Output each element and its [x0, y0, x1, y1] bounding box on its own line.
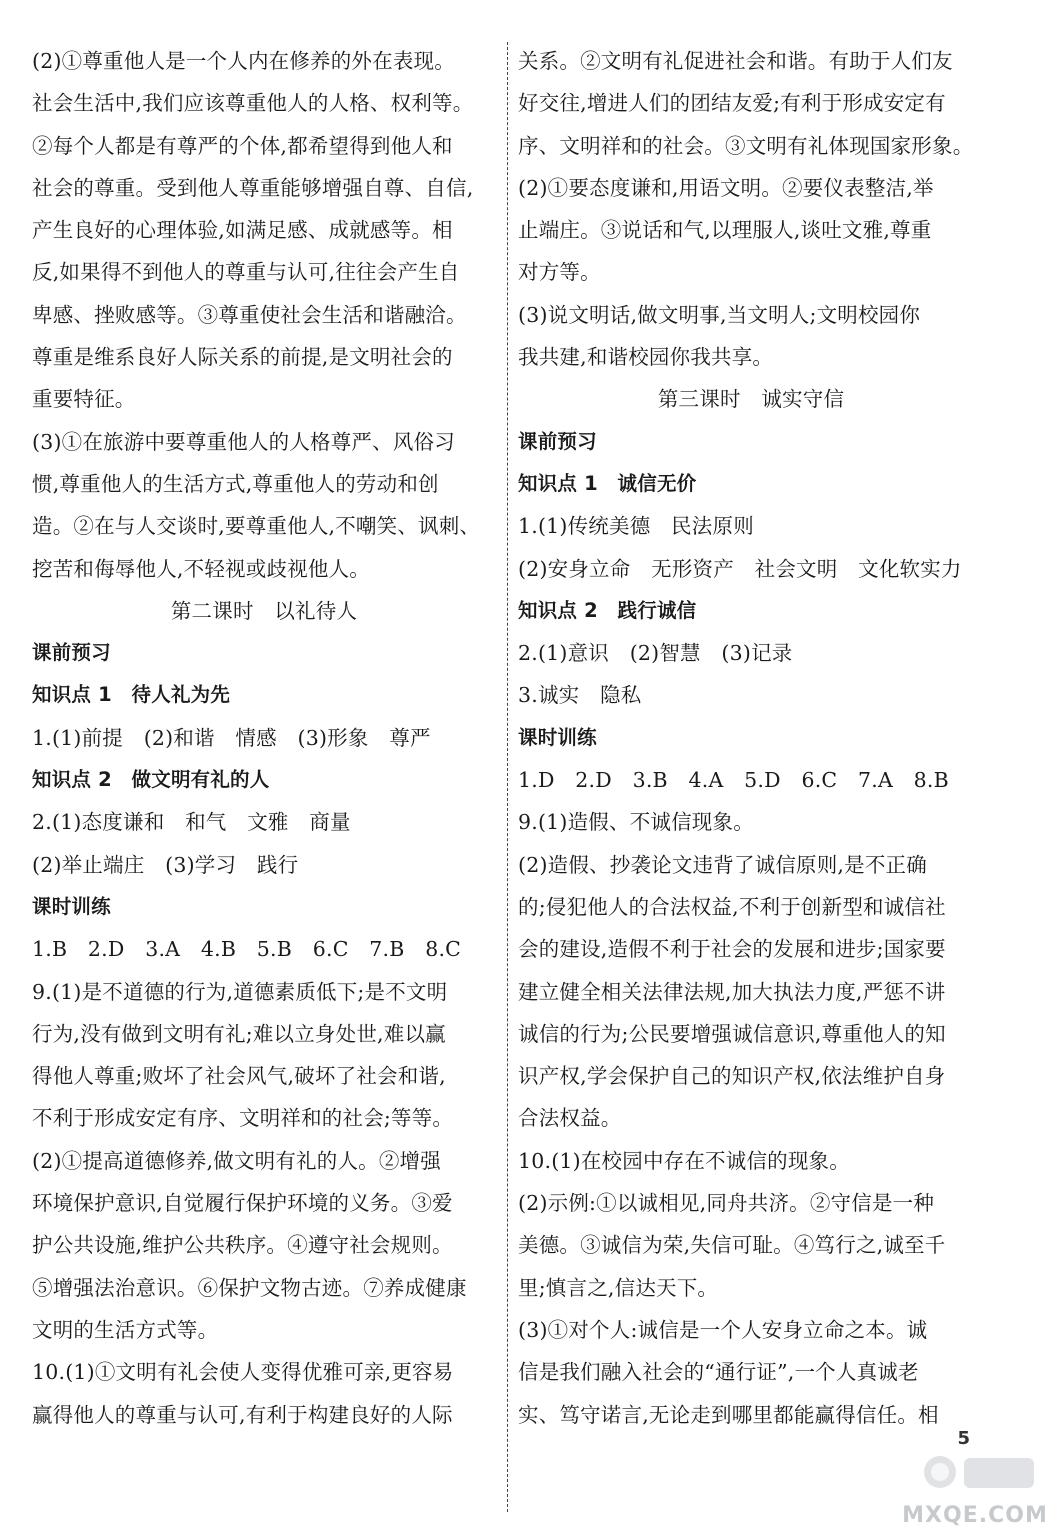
watermark-text: MXQE.COM: [902, 1503, 1048, 1528]
text-line: 美德。③诚信为荣,失信可耻。④笃行之,诚至千: [518, 1233, 946, 1258]
text-line: 识产权,学会保护自己的知识产权,依法维护自身: [518, 1064, 946, 1089]
text-line: 行为,没有做到文明有礼;难以立身处世,难以赢: [32, 1021, 446, 1046]
text-line: (3)说文明话,做文明事,当文明人;文明校园你: [518, 302, 921, 327]
text-line: 的;侵犯他人的合法权益,不利于创新型和诚信社: [518, 894, 946, 919]
text-line: 社会的尊重。受到他人尊重能够增强自尊、自信,: [32, 175, 474, 200]
text-line: ⑤增强法治意识。⑥保护文物古迹。⑦养成健康: [32, 1275, 467, 1300]
text-line: 合法权益。: [518, 1106, 622, 1131]
lesson-title: 第二课时 以礼待人: [170, 598, 358, 623]
text-line: 止端庄。③说话和气,以理服人,谈吐文雅,尊重: [518, 218, 932, 243]
text-line: 2.(1)意识 (2)智慧 (3)记录: [518, 641, 793, 666]
text-line: 诚信的行为;公民要增强诚信意识,尊重他人的知: [518, 1021, 946, 1046]
text-line: (2)安身立命 无形资产 社会文明 文化软实力: [518, 556, 962, 581]
text-line: (2)造假、抄袭论文违背了诚信原则,是不正确: [518, 852, 927, 877]
text-line: 3.诚实 隐私: [518, 683, 642, 708]
text-line: 好交往,增进人们的团结友爱;有利于形成安定有: [518, 91, 946, 116]
text-line: 2.(1)态度谦和 和气 文雅 商量: [32, 810, 351, 835]
text-line: 9.(1)造假、不诚信现象。: [518, 810, 754, 835]
section-heading: 课时训练: [32, 894, 111, 918]
text-line: (2)示例:①以诚相见,同舟共济。②守信是一种: [518, 1191, 935, 1216]
text-line: 1.B 2.D 3.A 4.B 5.B 6.C 7.B 8.C: [32, 937, 462, 962]
text-line: 关系。②文明有礼促进社会和谐。有助于人们友: [518, 49, 953, 73]
watermark-logo-icon: [900, 1444, 1050, 1504]
text-line: 惯,尊重他人的生活方式,尊重他人的劳动和创: [32, 471, 439, 496]
text-line: 造。②在与人交谈时,要尊重他人,不嘲笑、讽刺、: [32, 514, 481, 539]
section-heading: 课时训练: [518, 725, 597, 749]
section-heading: 知识点 2 践行诚信: [518, 598, 697, 622]
section-heading: 知识点 2 做文明有礼的人: [32, 768, 270, 792]
text-line: 我共建,和谐校园你我共享。: [518, 345, 774, 370]
text-line: ②每个人都是有尊严的个体,都希望得到他人和: [32, 133, 453, 158]
text-line: (2)①尊重他人是一个人内在修养的外在表现。: [32, 49, 455, 73]
text-line: 反,如果得不到他人的尊重与认可,往往会产生自: [32, 260, 460, 285]
text-line: 社会生活中,我们应该尊重他人的人格、权利等。: [32, 91, 474, 116]
text-line: 不利于形成安定有序、文明祥和的社会;等等。: [32, 1106, 454, 1131]
text-line: 得他人尊重;败坏了社会风气,破坏了社会和谐,: [32, 1064, 446, 1089]
text-line: 信是我们融入社会的“通行证”,一个人真诚老: [518, 1360, 919, 1385]
text-line: (3)①对个人:诚信是一个人安身立命之本。诚: [518, 1317, 928, 1342]
watermark: [900, 1444, 1050, 1530]
section-heading: 课前预习: [518, 429, 597, 453]
text-line: 产生良好的心理体验,如满足感、成就感等。相: [32, 218, 453, 243]
text-line: (2)①提高道德修养,做文明有礼的人。②增强: [32, 1148, 441, 1173]
text-line: (2)举止端庄 (3)学习 践行: [32, 852, 299, 877]
text-line: 卑感、挫败感等。③尊重使社会生活和谐融洽。: [32, 302, 467, 327]
section-heading: 知识点 1 待人礼为先: [32, 683, 231, 707]
section-heading: 知识点 1 诚信无价: [518, 471, 697, 495]
text-line: 挖苦和侮辱他人,不轻视或歧视他人。: [32, 556, 370, 581]
text-line: 10.(1)①文明有礼会使人变得优雅可亲,更容易: [32, 1360, 454, 1385]
text-line: 1.(1)前提 (2)和谐 情感 (3)形象 尊严: [32, 725, 431, 750]
lesson-title: 第三课时 诚实守信: [657, 387, 845, 412]
section-heading: 课前预习: [32, 641, 111, 665]
right-column: [518, 40, 984, 1436]
text-line: 建立健全相关法律法规,加大执法力度,严惩不讲: [518, 979, 946, 1004]
text-line: 重要特征。: [32, 387, 136, 412]
column-divider: [507, 42, 508, 1512]
text-line: 环境保护意识,自觉履行保护环境的义务。③爱: [32, 1191, 453, 1216]
text-line: 护公共设施,维护公共秩序。④遵守社会规则。: [32, 1233, 453, 1258]
text-line: 9.(1)是不道德的行为,道德素质低下;是不文明: [32, 979, 448, 1004]
text-line: 1.D 2.D 3.B 4.A 5.D 6.C 7.A 8.B: [518, 768, 949, 793]
text-line: 文明的生活方式等。: [32, 1317, 219, 1342]
text-line: 10.(1)在校园中存在不诚信的现象。: [518, 1148, 850, 1173]
text-line: 尊重是维系良好人际关系的前提,是文明社会的: [32, 345, 453, 370]
text-line: (3)①在旅游中要尊重他人的人格尊严、风俗习: [32, 429, 455, 454]
text-line: 1.(1)传统美德 民法原则: [518, 514, 754, 539]
text-line: 会的建设,造假不利于社会的发展和进步;国家要: [518, 937, 946, 962]
text-line: 里;慎言之,信达天下。: [518, 1275, 719, 1300]
text-line: 赢得他人的尊重与认可,有利于构建良好的人际: [32, 1402, 453, 1427]
text-line: 序、文明祥和的社会。③文明有礼体现国家形象。: [518, 133, 974, 158]
text-line: 实、笃守诺言,无论走到哪里都能赢得信任。相: [518, 1402, 939, 1427]
text-line: 对方等。: [518, 260, 601, 285]
text-line: (2)①要态度谦和,用语文明。②要仪表整洁,举: [518, 175, 934, 200]
left-column: [32, 40, 496, 1436]
page-number: 5: [957, 1428, 970, 1449]
